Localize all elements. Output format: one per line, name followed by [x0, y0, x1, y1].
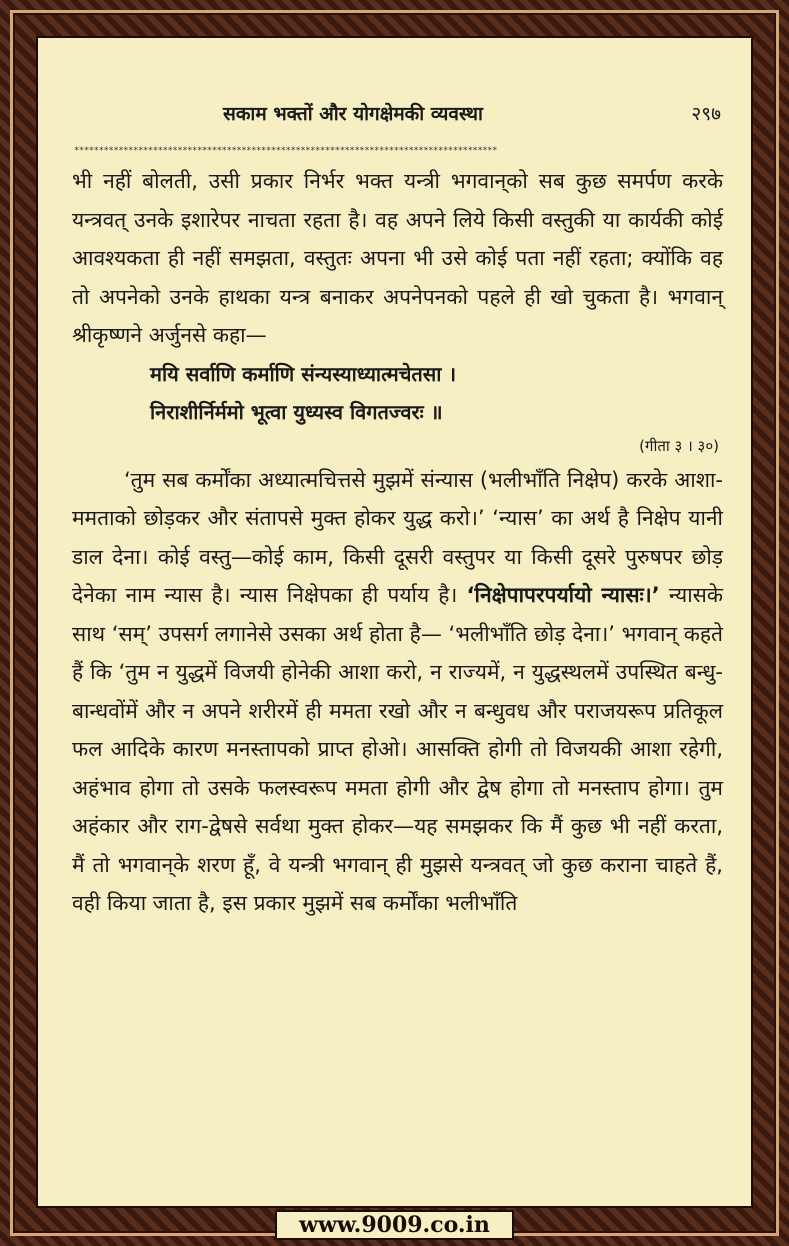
verse-line-2: निराशीर्निर्ममो भूत्वा युध्यस्व विगतज्वरः ॥: [150, 399, 443, 424]
star-separator: **************************************************************************************: [74, 146, 497, 156]
page-number: २९७: [691, 103, 721, 125]
page-header: [38, 100, 751, 134]
sanskrit-quote: ‘निक्षेपापरपर्यायो न्यासः।’: [466, 583, 660, 607]
paragraph-2-part-b: न्यासके साथ ‘सम्’ उपसर्ग लगानेसे उसका अर्थ होता है— ‘भलीभाँति छोड़ देना।’ भगवान् कहते हैं कि ‘तुम न युद्धमें विजयी होनेकी आशा करो, न राज्यमें, न युद्धस्थलमें उपस्थित बन्धु-बान्धवोंमें और न अपने शरीरमें ही ममता रखो और न बन्धुवध और पराजयरूप प्रतिकूल फल आदिके कारण मनस्तापको प्राप्त होओ। आसक्ति होगी तो विजयकी आशा रहेगी, अहंभाव होगा तो उसके फलस्वरूप ममता होगी और द्वेष होगा तो मनस्ताप होगा। तुम अहंकार और राग-द्वेषसे सर्वथा मुक्त होकर—यह समझकर कि मैं कुछ भी नहीं करता, मैं तो भगवान्‌के शरण हूँ, वे यन्त्री भगवान् ही मुझसे यन्त्रवत् जो कुछ कराना चाहते हैं, वही किया जाता है, इस प्रकार मुझमें सब कर्मोंका भलीभाँति: [72, 583, 723, 915]
verse-reference: (गीता ३ । ३०): [639, 436, 719, 455]
footer: [0, 1208, 789, 1240]
verse-line-1: मयि सर्वाणि कर्माणि संन्यस्याध्यात्मचेतसा ।: [150, 361, 457, 386]
gita-verse: [72, 355, 723, 461]
page-body: [72, 162, 723, 923]
website-url[interactable]: www.9009.co.in: [275, 1210, 514, 1240]
chapter-title: सकाम भक्तों और योगक्षेमकी व्यवस्था: [223, 103, 483, 125]
paragraph-2-part-a: ‘तुम सब कर्मोंका अध्यात्मचित्तसे मुझमें संन्यास (भलीभाँति निक्षेप) करके आशा-ममताको छोड़कर और संतापसे मुक्त होकर युद्ध करो।’ ‘न्यास’ का अर्थ है निक्षेप यानी डाल देना। कोई वस्तु—कोई काम, किसी दूसरी वस्तुपर या किसी दूसरे पुरुषपर छोड़ देनेका नाम न्यास है। न्यास निक्षेपका ही पर्याय है।: [72, 467, 723, 607]
paragraph-2: [72, 461, 723, 923]
book-page: [36, 36, 753, 1208]
paragraph-1: भी नहीं बोलती, उसी प्रकार निर्भर भक्त यन्त्री भगवान्‌को सब कुछ समर्पण करके यन्त्रवत् उनके इशारेपर नाचता रहता है। वह अपने लिये किसी वस्तुकी या कार्यकी कोई आवश्यकता ही नहीं समझता, वस्तुतः अपना भी उसे कोई पता नहीं रहता; क्योंकि वह तो अपनेको उनके हाथका यन्त्र बनाकर अपनेपनको पहले ही खो चुकता है। भगवान् श्रीकृष्णने अर्जुनसे कहा—: [72, 169, 723, 347]
